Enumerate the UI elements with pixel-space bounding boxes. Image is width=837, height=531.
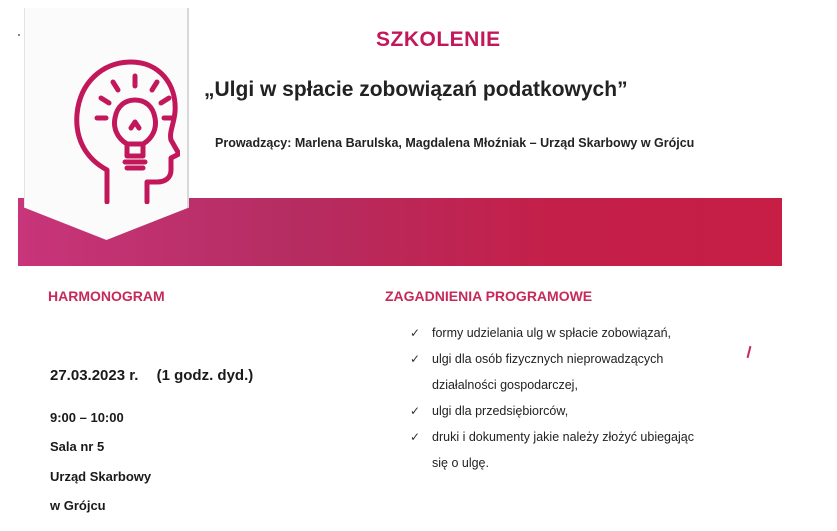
schedule-heading: HARMONOGRAM [48,288,165,304]
check-icon: ✓ [410,352,421,366]
list-item: ✓ ulgi dla przedsiębiorców, [408,398,768,424]
check-icon: ✓ [410,404,421,418]
training-duration: (1 godz. dyd.) [156,367,254,384]
training-time: 9:00 – 10:00 [50,410,124,425]
training-date: 27.03.2023 r. [50,367,139,384]
scan-speck [18,34,20,36]
lecturers-line: Prowadzący: Marlena Barulska, Magdalena Młoźniak – Urząd Skarbowy w Grójcu [215,136,695,150]
training-office-city: w Grójcu [50,498,106,513]
list-item: ✓ ulgi dla osób fizycznych nieprowadzących działalności gospodarczej, [408,346,768,398]
training-room: Sala nr 5 [50,439,105,454]
head-lightbulb-icon [55,52,180,204]
page-title: SZKOLENIE [376,28,501,51]
date-line [50,367,253,384]
list-item: ✓ druki i dokumenty jakie należy złożyć ubiegając się o ulgę. [408,424,768,476]
program-heading: ZAGADNIENIA PROGRAMOWE [385,288,593,304]
training-office: Urząd Skarbowy [50,469,152,484]
check-icon: ✓ [410,326,421,340]
program-list [408,320,768,476]
logo-badge [24,8,189,240]
list-item: ✓ formy udzielania ulg w spłacie zobowiązań, [408,320,768,346]
check-icon: ✓ [410,430,421,444]
training-subtitle: „Ulgi w spłacie zobowiązań podatkowych” [204,78,628,101]
